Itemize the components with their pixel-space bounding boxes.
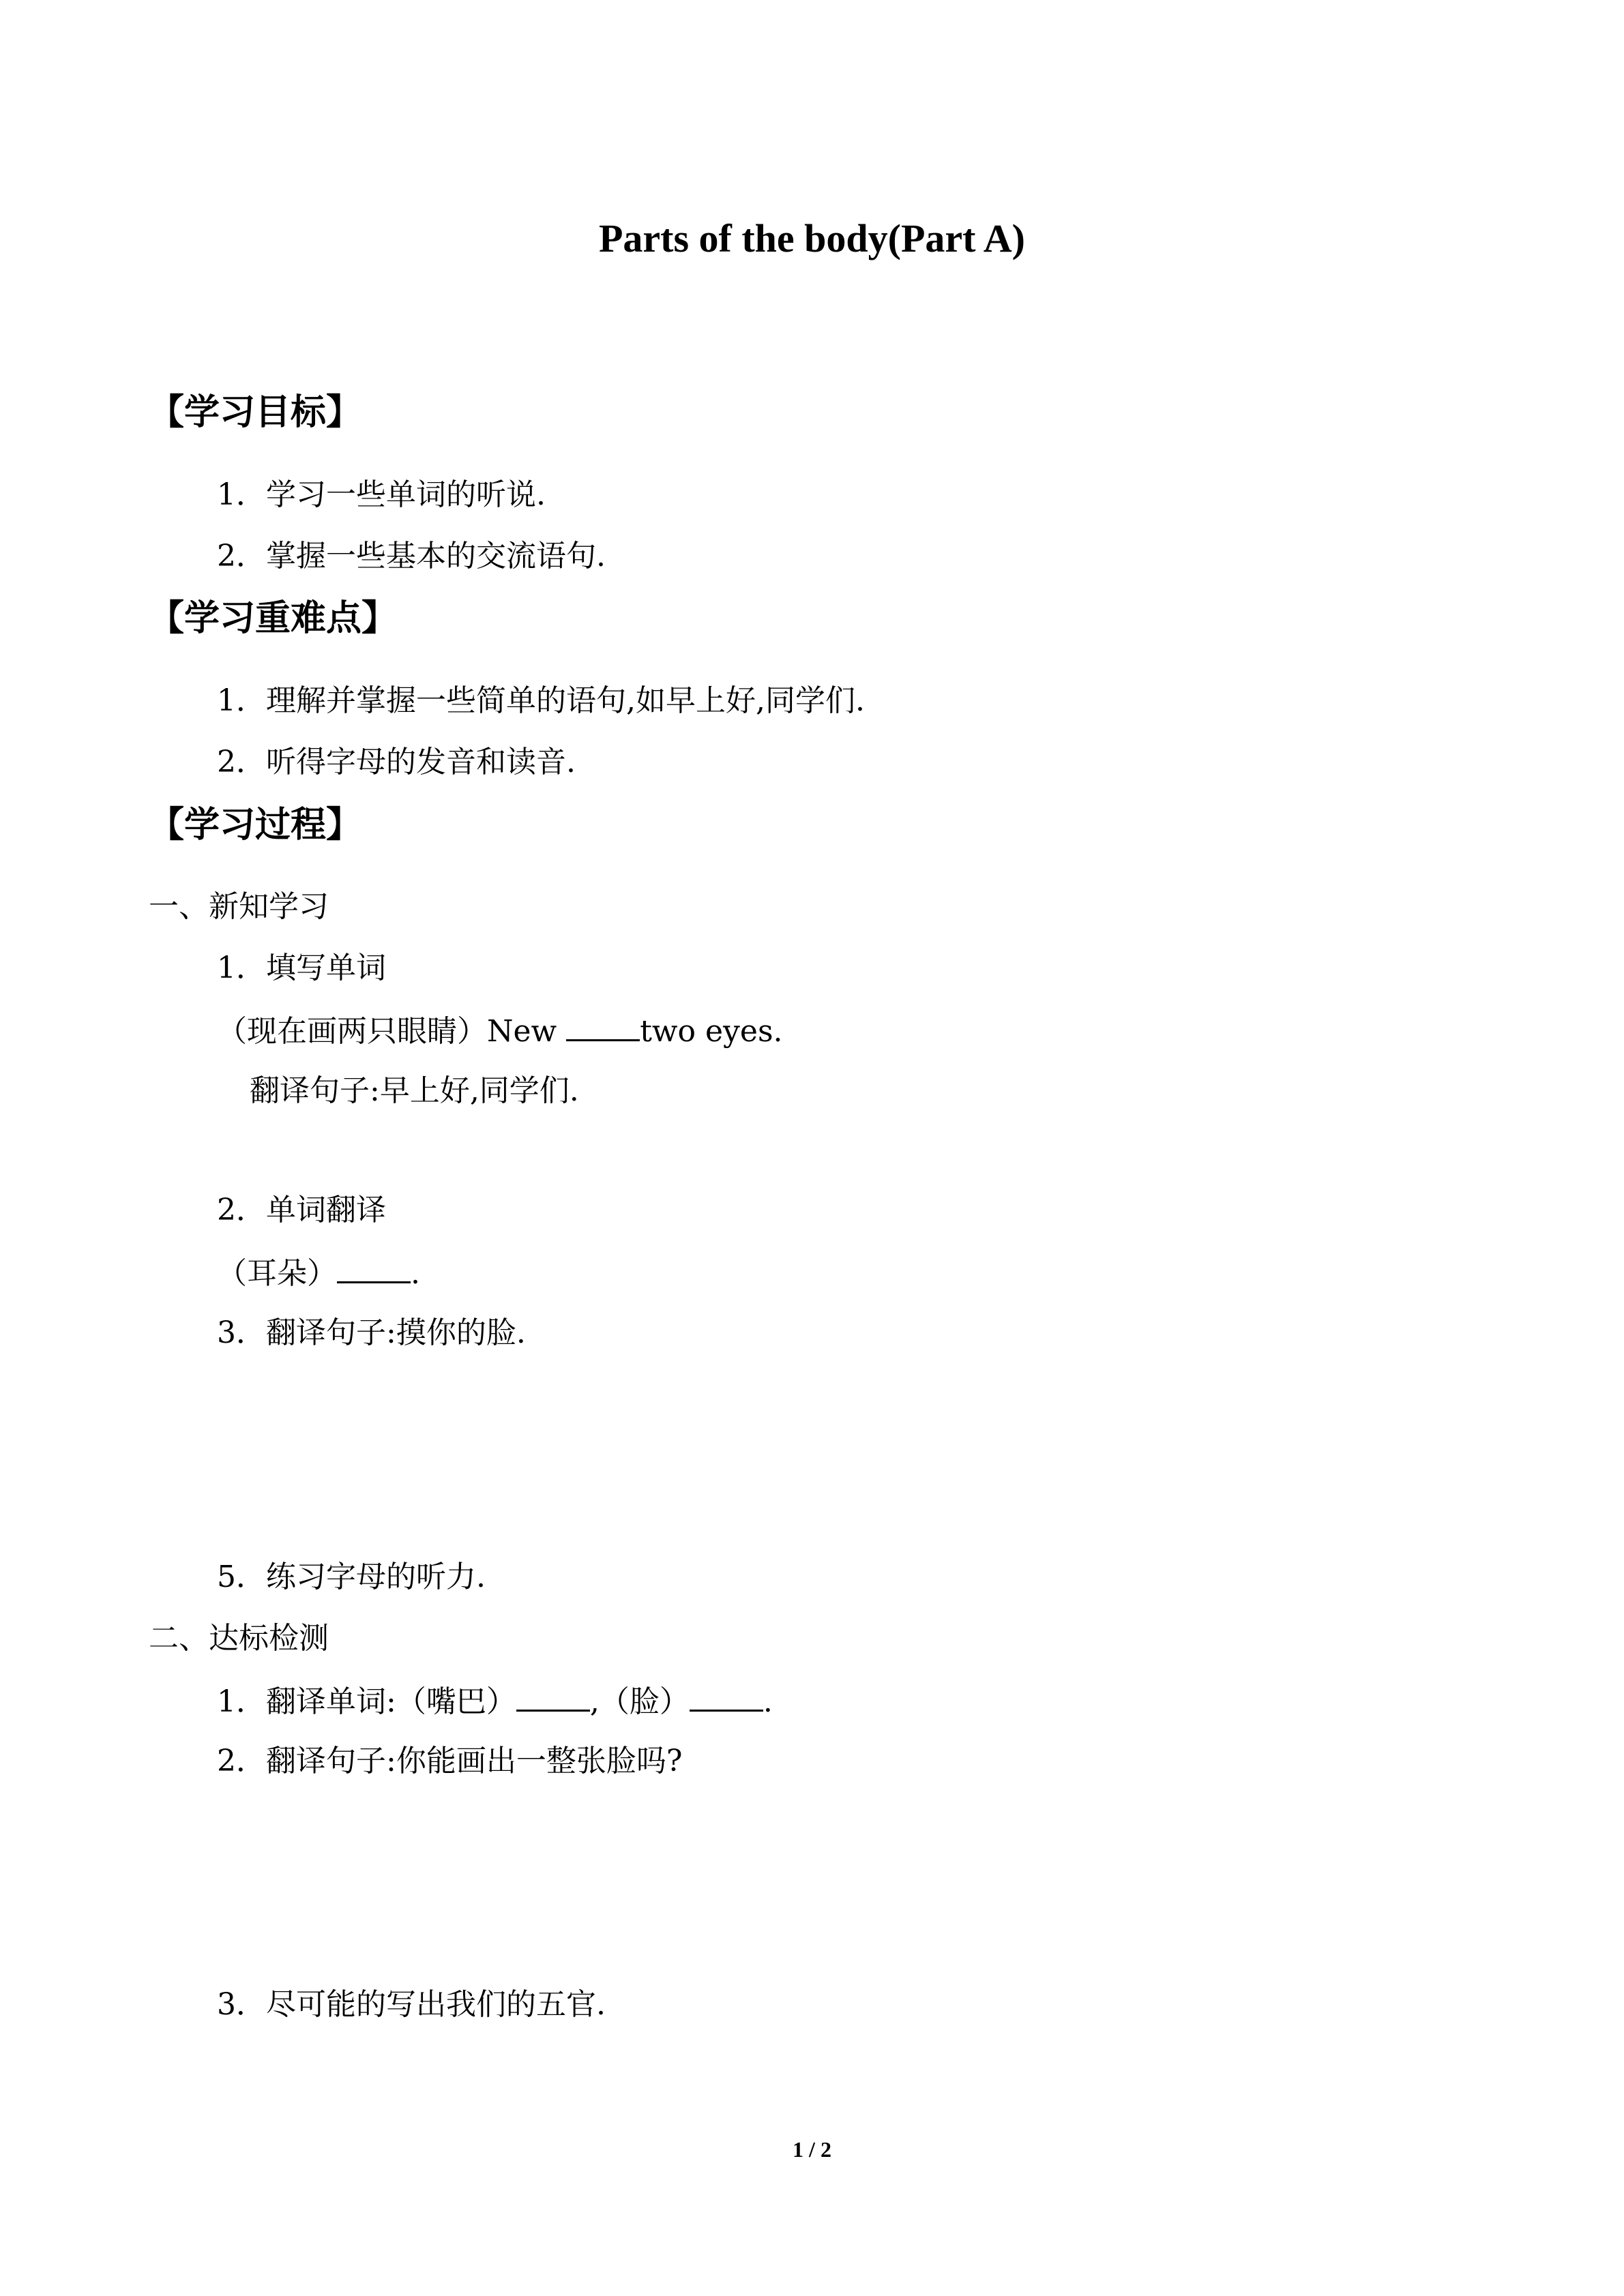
part1-q2-text-after: . <box>411 1256 420 1291</box>
keypoint-item-2 <box>217 742 576 783</box>
keypoint-item-1 <box>217 681 865 721</box>
part2-q2-label: 2．翻译句子:你能画出一整张脸吗? <box>217 1744 683 1778</box>
goal-item-2-number: 2． <box>217 539 266 573</box>
goal-item-1-number: 1． <box>217 477 266 512</box>
part1-q1-fill-blank <box>217 1009 783 1052</box>
keypoint-item-2-number: 2． <box>217 745 266 779</box>
keypoint-item-1-number: 1． <box>217 683 266 718</box>
page-number: 1 / 2 <box>793 2137 831 2162</box>
goal-item-2 <box>217 536 606 577</box>
part1-label: 一、新知学习 <box>149 889 329 924</box>
part1-q2-text-before: （耳朵） <box>217 1256 337 1291</box>
goal-item-1 <box>217 475 546 516</box>
goal-item-1-text: 学习一些单词的听说. <box>266 477 546 512</box>
part1-q2-fill-blank <box>217 1251 420 1294</box>
part1-q5-label: 5．练习字母的听力. <box>217 1560 486 1594</box>
part1-q1-text-before: （现在画两只眼睛）New <box>217 1014 567 1049</box>
part2-q3-label: 3．尽可能的写出我们的五官. <box>217 1987 606 2022</box>
part1-q1-text-after: two eyes. <box>640 1014 783 1049</box>
part1-q2-label: 2．单词翻译 <box>217 1193 386 1227</box>
part1-q1-label: 1．填写单词 <box>217 951 386 985</box>
part1-q1-translate: 翻译句子:早上好,同学们. <box>250 1073 579 1108</box>
document-title: Parts of the body(Part A) <box>598 216 1025 260</box>
part2-q1-text-middle: ,（脸） <box>589 1684 690 1719</box>
part2-q1-blank-face[interactable] <box>690 1680 763 1712</box>
part2-q1 <box>217 1680 773 1723</box>
part2-q1-blank-mouth[interactable] <box>516 1680 590 1712</box>
part2-label: 二、达标检测 <box>149 1621 329 1656</box>
keypoint-item-1-text: 理解并掌握一些简单的语句,如早上好,同学们. <box>266 683 865 718</box>
part1-q3-label: 3．翻译句子:摸你的脸. <box>217 1315 526 1350</box>
heading-key-points: 【学习重难点】 <box>149 598 398 639</box>
part2-q1-text-before: 1．翻译单词:（嘴巴） <box>217 1684 516 1719</box>
part1-q1-blank[interactable] <box>566 1009 640 1041</box>
heading-learning-goals: 【学习目标】 <box>149 392 362 433</box>
part2-q1-text-after: . <box>763 1684 773 1719</box>
part1-q2-blank[interactable] <box>337 1251 411 1283</box>
keypoint-item-2-text: 听得字母的发音和读音. <box>266 745 576 779</box>
goal-item-2-text: 掌握一些基本的交流语句. <box>266 539 606 573</box>
heading-learning-process: 【学习过程】 <box>149 805 362 846</box>
